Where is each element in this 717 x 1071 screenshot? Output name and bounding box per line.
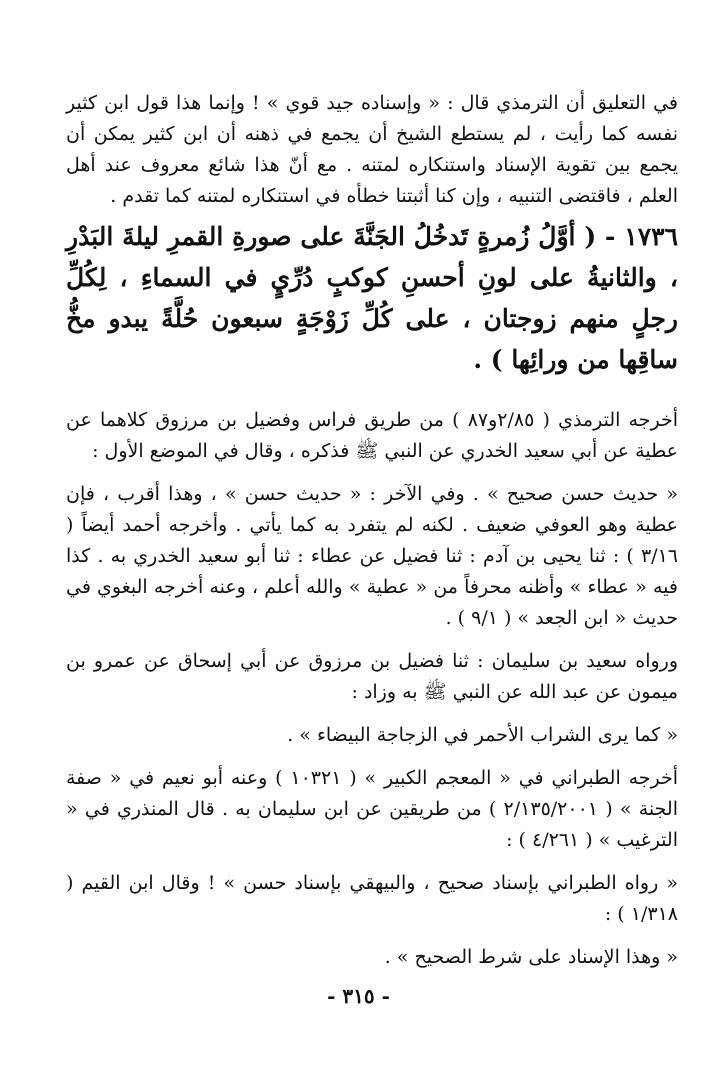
paragraph-addition-quote: « كما يرى الشراب الأحمر في الزجاجة البيضاء » . [287, 724, 678, 746]
hadith-text: ١٧٣٦ - ( أوَّلُ زُمرةٍ تَدخُلُ الجَنَّةَ على صورةِ القمرِ ليلةَ البَدْرِ ، والثانيةُ على لونِ أحسنِ كوكبٍ دُرِّيٍ في السماءِ ، لِكُلِّ رجلٍ منهم زوجتان ، على كُلِّ زَوْجَةٍ سبعون حُلَّةً يبدو مخُّ ساقِها من ورائِها ) . [66, 222, 678, 374]
paragraph-commentary: في التعليق أن الترمذي قال : « وإسناده جيد قوي » ! وإنما هذا قول ابن كثير نفسه كما رأيت ، لم يستطع الشيخ أن يجمع في ذهنه أن ابن كثير يمكن أن يجمع بين تقوية الإسناد واستنكاره لمتنه . مع أنّ هذا شائع معروف عند أهل العلم ، فاقتضى التنبيه ، وإن كنا أثبتنا خطأه في استنكاره لمتنه كما تقدم . [66, 92, 678, 207]
paragraph-second-chain: ورواه سعيد بن سليمان : ثنا فضيل بن مرزوق عن أبي إسحاق عن عمرو بن ميمون عن عبد الله عن النبي ﷺ به وزاد : [66, 650, 678, 703]
paragraph-takhrij-tirmidhi: أخرجه الترمذي ( ٢/٨٥و٨٧ ) من طريق فراس وفضيل بن مرزوق كلاهما عن عطية عن أبي سعيد الخدري عن النبي ﷺ فذكره ، وقال في الموضع الأول : [66, 409, 678, 462]
page-number: - ٣١٥ - [327, 984, 390, 1008]
paragraph-grading: « حديث حسن صحيح » . وفي الآخر : « حديث حسن » ، وهذا أقرب ، فإن عطية وهو العوفي ضعيف . لكنه لم يتفرد به كما يأتي . وأخرجه أحمد أيضاً ( ٣/١٦ ) : ثنا يحيى بن آدم : ثنا فضيل عن عطاء : ثنا أبو سعيد الخدري به . كذا فيه « عطاء » وأظنه محرفاً من « عطية » والله أعلم ، وعنه أخرجه البغوي في حديث « ابن الجعد » ( ٩/١ ) . [66, 483, 678, 629]
paragraph-takhrij-tabarani: أخرجه الطبراني في « المعجم الكبير » ( ١٠٣٢١ ) وعنه أبو نعيم في « صفة الجنة » ( ٢/١٣٥/٢٠٠١ ) من طريقين عن ابن سليمان به . قال المنذري في « الترغيب » ( ٤/٢٦١ ) : [66, 767, 679, 851]
page-body [66, 88, 678, 973]
paragraph-mundhiri-quote: « رواه الطبراني بإسناد صحيح ، والبيهقي بإسناد حسن » ! وقال ابن القيم ( ١/٣١٨ ) : [66, 872, 678, 925]
paragraph-ibn-qayyim-quote: « وهذا الإسناد على شرط الصحيح » . [384, 946, 678, 968]
